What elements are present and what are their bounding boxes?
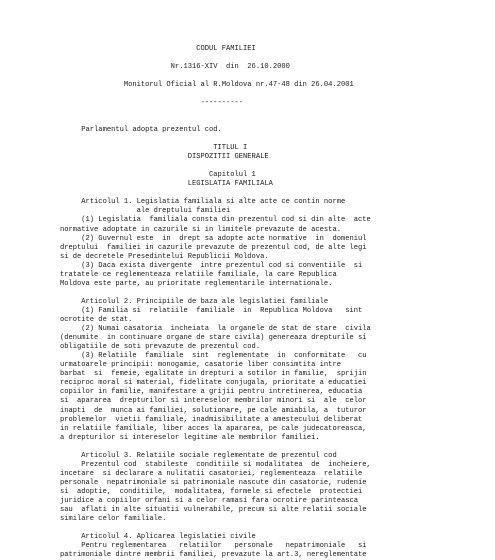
document-line: Capitolul 1 [60,171,256,180]
document-line: barbat si femeie, egalitate in drepturi a sotilor in familie, sprijin [60,370,367,379]
document-line: ocrotite de stat. [60,316,133,324]
document-line: (2) Numai casatoria incheiata la organele de stat de stare civila [60,325,371,334]
document-line: CODUL FAMILIEI [60,44,256,53]
document-line: si adoptie, conditiile, modalitatea, formele si efectele protectiei [60,487,363,496]
document-line: (2) Guvernul este in drept sa adopte acte normative in domeniul [60,234,367,243]
document-line: in relatiile familiale, liber acces la apararea, pe cale judecatoreasca, [60,424,367,433]
document-line: reciproc moral si material, fidelitate conjugala, prioritate a educatiei [60,379,367,388]
document-line: TITLUL I [60,144,248,153]
document-line: dreptului familiei in cazurile prevazute de prezentul cod, de alte legi [60,243,367,252]
document-line: Parlamentul adopta prezentul cod. [60,125,222,134]
document-line: tratatele ce reglementeaza relatiile familiale, la care Republica [60,270,337,279]
document-line: inapti de munca ai familiei, solutionare, pe cale amiabila, a tuturor [60,406,367,415]
document-line: (1) Legislatia familiala consta din prezentul cod si din alte acte [60,216,371,225]
document-line: si apararea drepturilor si intereselor membrilor minori si ale celor [60,397,367,406]
document-line: DISPOZITII GENERALE [60,153,269,162]
document-line: Monitorul Oficial al R.Moldova nr.47-48 din 26.04.2001 [60,80,354,89]
document-line: Pentru reglementarea relatiilor personale nepatrimoniale si [60,542,367,551]
document-line: ale dreptului familiei [60,207,231,216]
document-line: Articolul 1. Legislatia familiala si alte acte ce contin norme [60,198,346,207]
document-line: Prezentul cod stabileste conditiile si modalitatea de incheiere, [60,460,371,469]
document-line: obligatiile de soti prevazute de prezentul cod. [60,343,261,352]
document-line: copiilor in familie, manifestare a grijii pentru intretinerea, educatia [60,388,363,397]
document-line: ---------- [60,98,244,107]
document-line: (denumite in continuare organe de stare civila) genereaza drepturile si [60,334,367,343]
document-line: sau aflati in alte situatii vulnerabile, precum si alte relatii sociale [60,506,367,515]
document-line: incetare si declarare a nulitatii casatoriei, reglementeaza relatiile [60,469,363,478]
document-line: problemelor vietii familiale, inadmisibilitate a amestecului deliberat [60,415,363,424]
document-line: (1) Familia si relatiile familiale in Republica Moldova sint [60,306,363,315]
document-line: normative adoptate in cazurile si in limitele prevazute de acesta. [60,225,341,234]
document-line: patrimoniale dintre membrii familiei, prevazute la art.3, nereglementate [60,551,367,560]
document-line: Articolul 2. Principiile de baza ale legislatiei familiale [60,297,329,306]
document-line: (3) Daca exista divergente intre prezentul cod si conventiile si [60,261,363,270]
document-line: personale nepatrimoniale si patrimoniale nascute din casatorie, rudenie [60,478,367,487]
document-line: similare celor familiale. [60,515,167,524]
document-line: a drepturilor si intereselor legitime ale membrilor familiei. [60,433,320,442]
document-line: (3) Relatiile familiale sint reglementate in conformitate cu [60,352,367,361]
document-line: urmatoarele principii: monogamie, casatorie liber consimtita intre [60,361,341,370]
document-line: Moldova este parte, au prioritate reglementarile internationale. [60,279,333,288]
document-line: LEGISLATIA FAMILIALA [60,180,273,189]
document-line: Articolul 4. Aplicarea legislatiei civile [60,533,256,542]
document-line: si de decretele Presedintelui Republicii Moldova. [60,252,269,261]
document-line: juridice a copiilor orfani si a celor ramasi fara ocrotire parinteasca [60,497,358,505]
document-line: Articolul 3. Relatiile sociale reglementate de prezentul cod [60,451,337,460]
document-line: Nr.1316-XIV din 26.10.2000 [60,62,290,71]
